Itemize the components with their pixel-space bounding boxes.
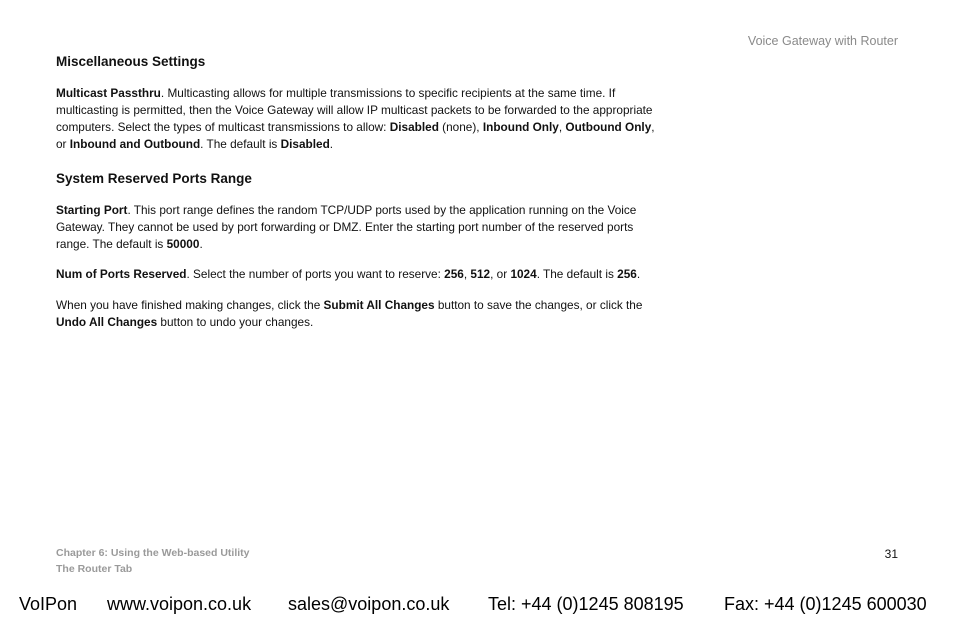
option-inbound-only: Inbound Only [482, 120, 559, 134]
email-link[interactable]: sales@voipon.co.uk [288, 594, 450, 614]
page-number: 31 [884, 547, 898, 561]
section-heading-misc: Miscellaneous Settings [56, 54, 206, 69]
option-inbound-and-outbound: Inbound and Outbound [69, 137, 201, 151]
default-starting-port: 50000 [166, 237, 200, 251]
option-256: 256 [444, 267, 464, 281]
text-span: . This port range defines the random TCP/UDP ports used by the application running on the Voice Gateway. They cannot be used by port forwarding or DMZ. Enter the starting port number of the reserved ports range. The default is [56, 203, 637, 251]
paragraph-multicast-passthru [56, 85, 666, 153]
text-span: . [199, 237, 203, 251]
text-span: . Select the number of ports you want to reserve: [186, 267, 445, 281]
text-span: , [463, 267, 471, 281]
text-span: button to save the changes, or click the [434, 298, 643, 312]
fax: Fax: +44 (0)1245 600030 [724, 594, 927, 614]
telephone: Tel: +44 (0)1245 808195 [488, 594, 684, 614]
text-span: . The default is [200, 137, 281, 151]
website-link[interactable]: www.voipon.co.uk [107, 594, 252, 614]
header-title: Voice Gateway with Router [747, 34, 898, 48]
term-submit-all-changes: Submit All Changes [323, 298, 435, 312]
footer-chapter: Chapter 6: Using the Web-based Utility [56, 547, 250, 559]
text-span: , or [490, 267, 511, 281]
text-span: button to undo your changes. [157, 315, 314, 329]
contact-bar [0, 594, 954, 618]
paragraph-finish-changes [56, 297, 666, 331]
section-heading-ports: System Reserved Ports Range [56, 171, 252, 186]
option-disabled: Disabled [389, 120, 439, 134]
option-outbound-only: Outbound Only [565, 120, 652, 134]
text-span: , or [56, 120, 655, 151]
text-span: . [636, 267, 641, 281]
company-name: VoIPon [19, 594, 78, 614]
text-span: . [329, 137, 334, 151]
term-undo-all-changes: Undo All Changes [56, 315, 158, 329]
default-disabled: Disabled [280, 137, 330, 151]
term-multicast-passthru: Multicast Passthru [56, 86, 161, 100]
text-span: , [558, 120, 566, 134]
paragraph-num-ports [56, 266, 666, 283]
term-starting-port: Starting Port [56, 203, 128, 217]
text-span: (none), [438, 120, 483, 134]
option-1024: 1024 [510, 267, 537, 281]
text-span: . Multicasting allows for multiple transmissions to specific recipients at the same time. If multicasting is permitted, then the Voice Gateway will allow IP multicast packets to be forwarded to the appropriate computers. Select the types of multicast transmissions to allow: [56, 86, 653, 134]
text-span: . The default is [536, 267, 618, 281]
option-512: 512 [470, 267, 491, 281]
text-span: When you have finished making changes, click the [56, 298, 324, 312]
paragraph-starting-port [56, 202, 666, 253]
term-num-ports-reserved: Num of Ports Reserved [56, 267, 187, 281]
footer-section: The Router Tab [56, 563, 133, 575]
default-256: 256 [617, 267, 637, 281]
